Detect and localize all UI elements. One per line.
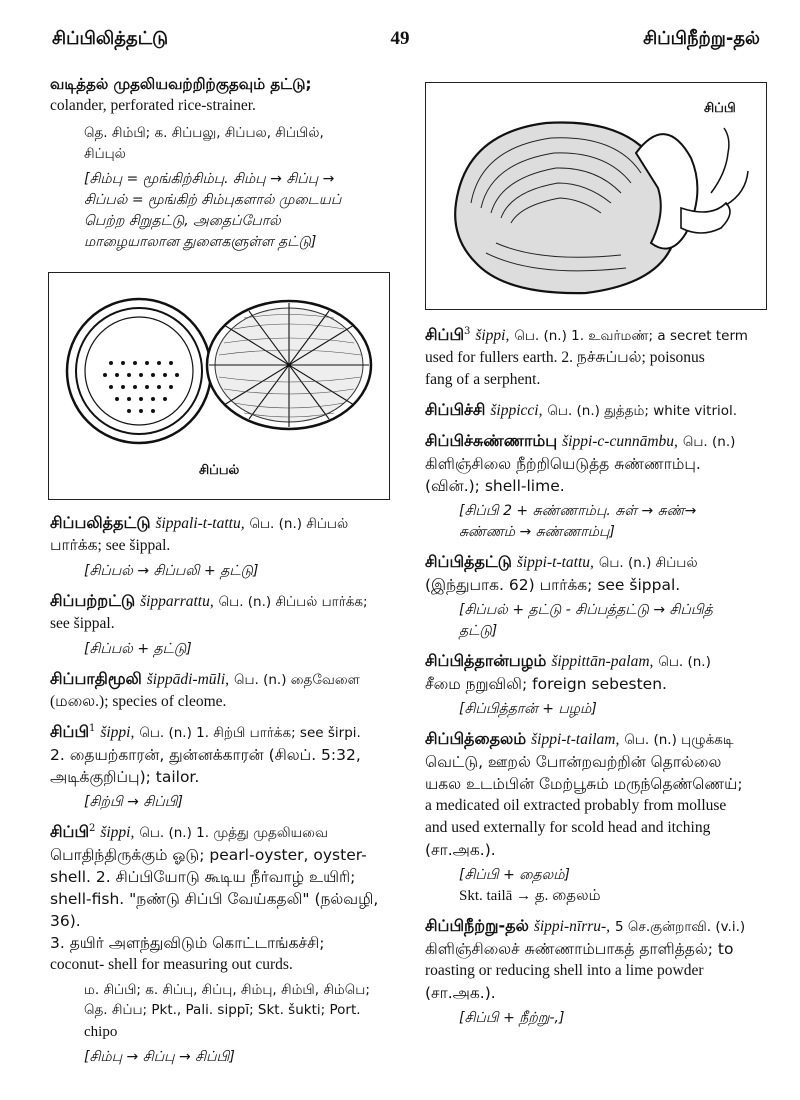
definition-line: used for fullers earth. 2. நச்சுப்பல்; poisonus bbox=[425, 349, 705, 366]
headword: சிப்பிச்சி bbox=[425, 400, 486, 419]
pos: பெ. (n.) சிப்பல் bbox=[598, 555, 698, 571]
definition-line: (மலை.); species of cleome. bbox=[50, 693, 227, 710]
transliteration: šippali-t-tattu, bbox=[155, 515, 245, 532]
headword: சிப்பி bbox=[50, 822, 90, 841]
definition-line: பார்க்க; see šippal. bbox=[50, 537, 171, 554]
definition-line: (வின்.); shell-lime. bbox=[425, 477, 565, 495]
definition-line: வெட்டு, ஊறல் போன்றவற்றின் தொல்லை bbox=[425, 753, 722, 771]
cognate-line: chipo bbox=[84, 1023, 118, 1040]
headword: சிப்பாதிமூலி bbox=[50, 669, 142, 688]
homonym-number: 2 bbox=[89, 822, 96, 834]
definition-line: அடிக்குறிப்பு); tailor. bbox=[50, 768, 200, 786]
etymology bbox=[425, 600, 770, 642]
entry-sippittailam bbox=[425, 728, 770, 907]
definition: பெ. (n.) 1. முத்து முதலியவை bbox=[139, 825, 328, 841]
etymology-line: [சிம்பு = மூங்கிற்சிம்பு. சிம்பு → சிப்பு → bbox=[84, 171, 335, 188]
shell-illustration bbox=[425, 82, 767, 310]
transliteration: šippi, bbox=[100, 724, 135, 741]
transliteration: šippādi-mūli, bbox=[146, 671, 230, 688]
definition-line: coconut- shell for measuring out curds. bbox=[50, 956, 293, 973]
etymology-line: [சிப்பி 2 + சுண்ணாம்பு. சுள் → சுண்→ bbox=[459, 503, 697, 519]
cognate-line: சிப்புல் bbox=[84, 146, 126, 163]
definition-line: சீமை நறுவிலி; foreign sebesten. bbox=[425, 675, 667, 693]
definition-line: shell-fish. "நண்டு சிப்பி வேய்கதலி" (நல்வழி, 36). bbox=[50, 890, 379, 930]
headword: சிப்பித்தட்டு bbox=[425, 552, 512, 571]
headword: சிப்பித்தான்பழம் bbox=[425, 651, 547, 670]
definition-line: பொதிந்திருக்கும் ஓடு; pearl-oyster, oyster- bbox=[50, 846, 367, 864]
definition-line: கிளிஞ்சிலை நீற்றியெடுத்த சுண்ணாம்பு. bbox=[425, 455, 701, 473]
etymology-line: பெற்ற சிறுதட்டு, அதைப்போல் bbox=[84, 213, 281, 230]
right-column-entries bbox=[425, 324, 770, 1029]
etymology: [சிம்பு → சிப்பு → சிப்பி] bbox=[84, 1049, 235, 1065]
entry-sippadimuli bbox=[50, 668, 395, 713]
transliteration: šipparrattu, bbox=[140, 593, 214, 610]
definition-line: (சா.அக.). bbox=[425, 984, 496, 1003]
figure-caption: சிப்பி bbox=[704, 101, 736, 116]
headword: சிப்பிநீற்று-தல் bbox=[425, 916, 529, 936]
running-head-left: சிப்பிலித்தட்டு bbox=[52, 28, 169, 49]
etymology-line: சிப்பல் = மூங்கிற் சிம்புகளால் முடையப் bbox=[84, 192, 342, 209]
continuation-tamil: வடித்தல் முதலியவற்றிற்குதவும் தட்டு; bbox=[50, 75, 312, 93]
transliteration: šippi-t-tattu, bbox=[516, 554, 594, 571]
definition-line: and used externally for scold head and itching bbox=[425, 819, 711, 836]
entry-sippinirru-tal bbox=[425, 915, 770, 1029]
continuation-english: colander, perforated rice-strainer. bbox=[50, 97, 256, 115]
left-column-entries bbox=[50, 512, 395, 1068]
entry-sippi-3 bbox=[425, 324, 770, 391]
homonym-number: 3 bbox=[464, 325, 471, 337]
etymology: [சிப்பி + நீற்று-,] bbox=[459, 1010, 565, 1027]
headword: சிப்பித்தைலம் bbox=[425, 729, 527, 748]
colander-illustration bbox=[48, 272, 390, 500]
etymology bbox=[84, 169, 395, 253]
etymology-line: சுண்ணம் → சுண்ணாம்பு] bbox=[459, 524, 615, 540]
headword: சிப்பி bbox=[425, 325, 465, 344]
transliteration: šippi-nīrru-, bbox=[533, 918, 611, 936]
transliteration: šippi-t-tailam, bbox=[531, 731, 620, 748]
etymology-line: மாழையாலான துளைகளுள்ள தட்டு] bbox=[84, 234, 317, 251]
transliteration: šippi, bbox=[475, 327, 510, 344]
definition-line: 2. தையற்காரன், துன்னக்காரன் (சிலப். 5:32, bbox=[50, 746, 361, 764]
definition-line: கிளிஞ்சிலைச் சுண்ணாம்பாகத் தாளித்தல்; to bbox=[425, 940, 734, 959]
headword: சிப்பலித்தட்டு bbox=[50, 513, 151, 532]
transliteration: šippi-c-cunnāmbu, bbox=[562, 433, 678, 450]
pos: பெ. (n.) சிப்பல் பார்க்க; bbox=[218, 594, 368, 610]
running-head-right: சிப்பிநீற்று-தல் bbox=[643, 28, 760, 49]
pos: பெ. (n.) bbox=[658, 654, 711, 670]
pos: பெ. (n.) தைவேளை bbox=[233, 672, 360, 688]
etymology: [சிப்பல் + தட்டு] bbox=[84, 641, 192, 657]
entry-sippicci bbox=[425, 399, 770, 422]
definition: பெ. (n.) துத்தம்; white vitriol. bbox=[547, 403, 738, 419]
definition-line: see šippal. bbox=[50, 615, 115, 632]
entry-sippi-2 bbox=[50, 821, 395, 1068]
entry-sipparrattu bbox=[50, 590, 395, 660]
figure-caption: சிப்பல் bbox=[199, 463, 240, 478]
etymology: [சிப்பித்தான் + பழம்] bbox=[459, 701, 597, 717]
headword: சிப்பற்றட்டு bbox=[50, 591, 136, 610]
etymology: [சிப்பி + தைலம்] bbox=[459, 867, 570, 883]
entry-sippi-1 bbox=[50, 721, 395, 813]
definition-line: (சா.அக.). bbox=[425, 841, 496, 859]
homonym-number: 1 bbox=[89, 722, 96, 734]
cognate-line: தெ. சிப்ப; Pkt., Pali. sippī; Skt. šukti; Port. bbox=[84, 1002, 361, 1019]
definition-line: a medicated oil extracted probably from molluse bbox=[425, 797, 727, 814]
transliteration: šippicci, bbox=[490, 402, 543, 419]
entry-sippittattu bbox=[425, 551, 770, 642]
definition-line: யகல உடம்பின் மேற்பூசும் மருந்தெண்ணெய்; bbox=[425, 775, 743, 793]
sanskrit-note: Skt. tailā → த. தைலம் bbox=[459, 888, 601, 904]
etymology bbox=[425, 501, 770, 543]
definition-line: shell. 2. சிப்பியோடு கூடிய நீர்வாழ் உயிரி; bbox=[50, 868, 356, 886]
cognate-line: ம. சிப்பி; க. சிப்பு, சிப்பு, சிம்பு, சிம்பி, சிம்பெ; bbox=[84, 982, 370, 998]
definition: பெ. (n.) 1. சிற்பி பார்க்க; see širpi. bbox=[139, 725, 361, 741]
cognates bbox=[50, 123, 395, 253]
pos: பெ. (n.) புழுக்கடி bbox=[624, 732, 734, 748]
etymology: [சிப்பல் → சிப்பலி + தட்டு] bbox=[84, 563, 259, 579]
entry-sippalittattu bbox=[50, 512, 395, 582]
pos: பெ. (n.) சிப்பல் bbox=[249, 516, 349, 532]
pos: பெ. (n.) bbox=[682, 434, 736, 450]
transliteration: šippittān-palam, bbox=[551, 653, 654, 670]
pos: 5 செ.குன்றாவி. (v.i.) bbox=[614, 919, 746, 936]
etymology: [சிற்பி → சிப்பி] bbox=[84, 794, 183, 810]
etymology-line: தட்டு] bbox=[459, 623, 498, 639]
cognate-line: தெ. சிம்பி; க. சிப்பலு, சிப்பல, சிப்பில், bbox=[84, 125, 324, 142]
cognates bbox=[50, 980, 395, 1043]
left-column-top bbox=[50, 74, 395, 253]
definition: பெ. (n.) 1. உவர்மண்; a secret term bbox=[514, 328, 748, 344]
definition-line: fang of a serphent. bbox=[425, 371, 541, 388]
definition-line: 3. தயிர் அளந்துவிடும் கொட்டாங்கச்சி; bbox=[50, 934, 325, 952]
definition-line: (இந்துபாக. 62) பார்க்க; see šippal. bbox=[425, 576, 681, 594]
transliteration: šippi, bbox=[100, 824, 135, 841]
page-number: 49 bbox=[390, 28, 410, 49]
headword: சிப்பி bbox=[50, 722, 90, 741]
definition-line: roasting or reducing shell into a lime powder bbox=[425, 962, 704, 980]
etymology-line: [சிப்பல் + தட்டு - சிப்பத்தட்டு → சிப்பித் bbox=[459, 602, 713, 618]
entry-sippiccunnambu bbox=[425, 430, 770, 543]
entry-sippittanpalam bbox=[425, 650, 770, 720]
headword: சிப்பிச்சுண்ணாம்பு bbox=[425, 431, 558, 450]
